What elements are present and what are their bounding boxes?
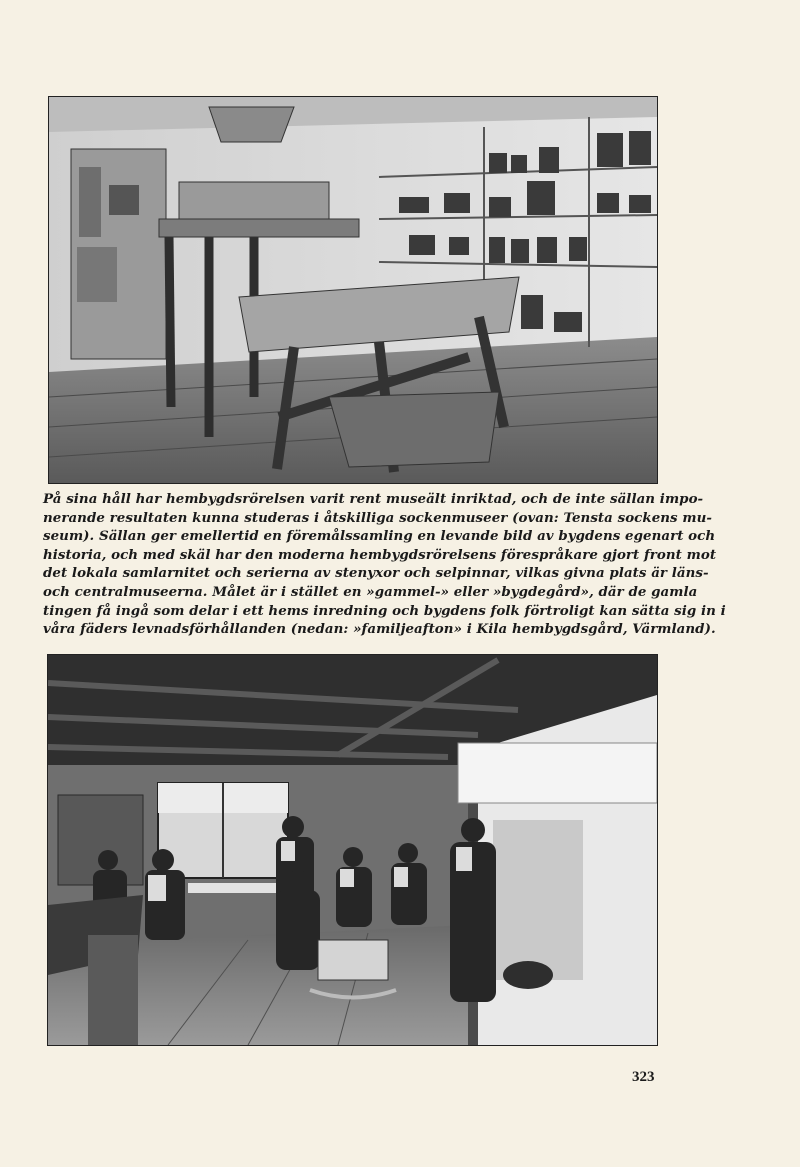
caption-line: tingen få ingå som delar i ett hems inredning och bygdens folk förtroligt kan sätta sig in i <box>43 602 726 619</box>
museum-interior-photo <box>48 96 658 484</box>
family-evening-photo <box>47 654 658 1046</box>
caption-line: våra fäders levnadsförhållanden (nedan: »familjeafton» i Kila hembygdsgård, Värmland). <box>43 621 716 638</box>
caption-line: seum). Sällan ger emellertid en föremålssamling en levande bild av bygdens egenart och <box>43 528 716 545</box>
caption-line: det lokala samlarnitet och serierna av stenyxor och selpinnar, vilkas givna plats är läns- <box>43 565 709 582</box>
page-number: 323 <box>632 1069 655 1085</box>
caption-text <box>43 490 726 639</box>
caption-line: och centralmuseerna. Målet är i stället en »gammel-» eller »bygdegård», där de gamla <box>43 583 698 600</box>
caption-line: På sina håll har hembygdsrörelsen varit rent museält inriktad, och de inte sällan impo- <box>43 491 704 507</box>
caption-line: nerande resultaten kunna studeras i åtskilliga sockenmuseer (ovan: Tensta sockens mu- <box>43 509 712 526</box>
caption-line: historia, och med skäl har den moderna hembygdsrörelsens förespråkare gjort front mot <box>43 546 717 563</box>
